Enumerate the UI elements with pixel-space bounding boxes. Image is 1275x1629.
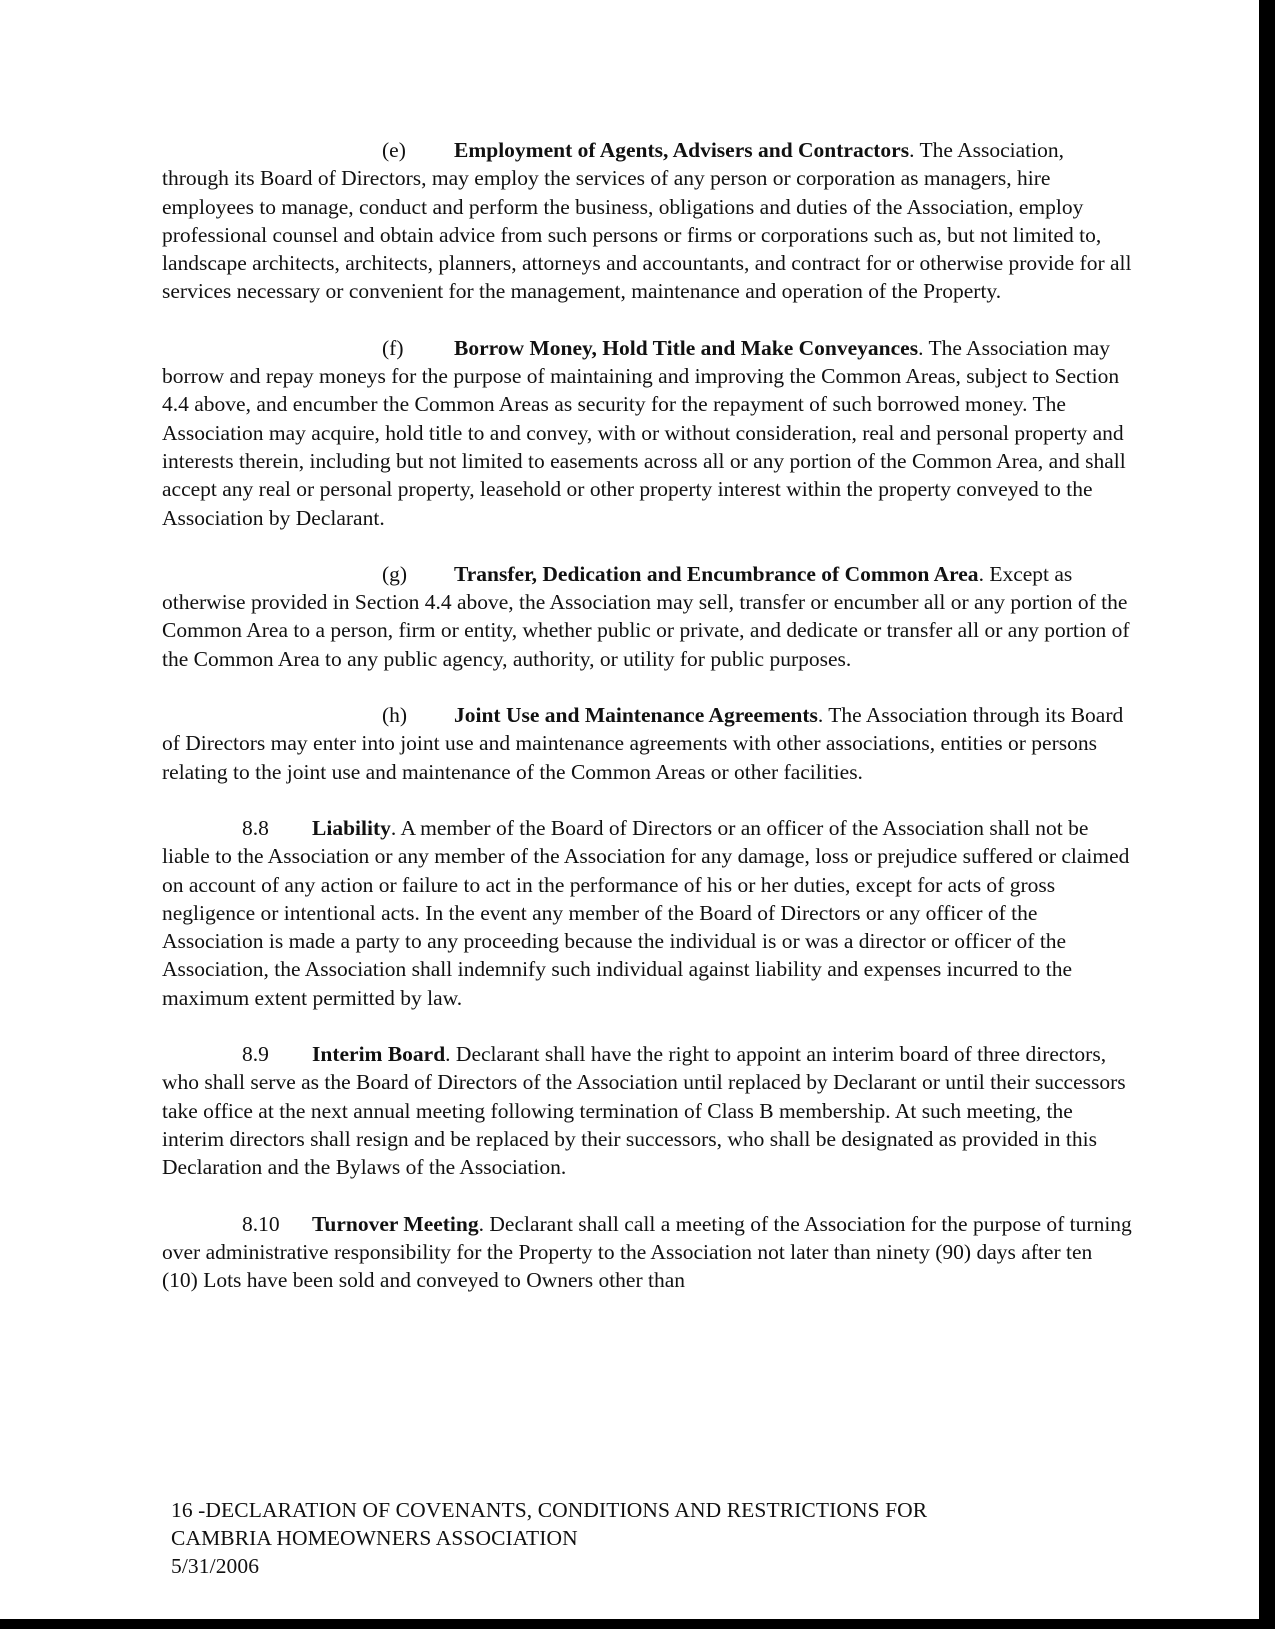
scan-edge-bottom — [0, 1619, 1275, 1629]
paragraph-number: (h) — [382, 703, 408, 728]
paragraph-text: The Association may borrow and repay moneys for the purpose of maintaining and improving the Common Areas, subject to Section 4.4 above, and encumber the Common Areas as security for the repayment of such borrowed money. The Association may acquire, hold title to and convey, with or without consideration, real and personal property and interests therein, including but not limited to easements across all or any portion of the Common Area, and shall accept any real or personal property, leasehold or other property interest within the property conveyed to the Association by Declarant. — [162, 335, 1126, 530]
paragraph-heading: Joint Use and Maintenance Agreements — [454, 703, 818, 728]
section-text: Declarant shall have the right to appoint an interim board of three directors, who shall serve as the Board of Directors of the Association until replaced by Declarant or until their successors take office at the next annual meeting following termination of Class B membership. At such meeting, the interim directors shall resign and be replaced by their successors, who shall be designated as provided in this Declaration and the Bylaws of the Association. — [162, 1042, 1126, 1180]
paragraph-text: The Association, through its Board of Directors, may employ the services of any person or corporation as managers, hire employees to manage, conduct and perform the business, obligations and duties of the Association, employ professional counsel and obtain advice from such persons or firms or corporations such as, but not limited to, landscape architects, architects, planners, attorneys and accountants, and contract for or otherwise provide for all services necessary or convenient for the management, maintenance and operation of the Property. — [162, 138, 1132, 304]
section-heading: Liability — [312, 815, 391, 840]
section-8-10: 8.10 Turnover Meeting. Declarant shall call a meeting of the Association for the purpose of turning over administrative responsibility for the Property to the Association not later than ninety (90) days after ten (10) Lots have been sold and conveyed to Owners other than — [162, 1211, 1132, 1293]
paragraph-g: (g) Transfer, Dedication and Encumbrance of Common Area. Except as otherwise provided in Section 4.4 above, the Association may sell, transfer or encumber all or any portion of the Common Area to a person, firm or entity, whether public or private, and dedicate or transfer all or any portion of the Common Area to any public agency, authority, or utility for public purposes. — [162, 561, 1130, 671]
scan-edge-right — [1259, 0, 1275, 1629]
section-text: Declarant shall call a meeting of the Association for the purpose of turning over administrative responsibility for the Property to the Association not later than ninety (90) days after ten (10) Lots have been sold and conveyed to Owners other than — [162, 1211, 1132, 1293]
section-number: 8.8 — [242, 815, 269, 840]
paragraph-number: (e) — [382, 138, 406, 162]
footer-title-line-2: CAMBRIA HOMEOWNERS ASSOCIATION — [171, 1526, 578, 1550]
paragraph-number: (f) — [382, 335, 404, 360]
section-8-9: 8.9 Interim Board. Declarant shall have the right to appoint an interim board of three directors, who shall serve as the Board of Directors of the Association until replaced by Declarant or until their successors take office at the next annual meeting following termination of Class B membership. At such meeting, the interim directors shall resign and be replaced by their successors, who shall be designated as provided in this Declaration and the Bylaws of the Association. — [162, 1042, 1126, 1180]
footer-title-line-1: 16 -DECLARATION OF COVENANTS, CONDITIONS AND RESTRICTIONS FOR — [171, 1498, 928, 1522]
paragraph-e: (e) Employment of Agents, Advisers and Contractors. The Association, through its Board of Directors, may employ the services of any person or corporation as managers, hire employees to manage, conduct and perform the business, obligations and duties of the Association, employ professional counsel and obtain advice from such persons or firms or corporations such as, but not limited to, landscape architects, architects, planners, attorneys and accountants, and contract for or otherwise provide for all services necessary or convenient for the management, maintenance and operation of the Property. — [162, 138, 1132, 304]
section-number: 8.9 — [242, 1042, 269, 1067]
paragraph-text: The Association through its Board of Directors may enter into joint use and maintenance agreements with other associations, entities or persons relating to the joint use and maintenance of the Common Areas or other facilities. — [162, 703, 1124, 784]
paragraph-f: (f) Borrow Money, Hold Title and Make Conveyances. The Association may borrow and repay moneys for the purpose of maintaining and improving the Common Areas, subject to Section 4.4 above, and encumber the Common Areas as security for the repayment of such borrowed money. The Association may acquire, hold title to and convey, with or without consideration, real and personal property and interests therein, including but not limited to easements across all or any portion of the Common Area, and shall accept any real or personal property, leasehold or other property interest within the property conveyed to the Association by Declarant. — [162, 335, 1126, 530]
footer-date: 5/31/2006 — [171, 1554, 260, 1578]
paragraph-heading: Employment of Agents, Advisers and Contractors — [454, 138, 910, 162]
paragraph-heading: Transfer, Dedication and Encumbrance of Common Area — [454, 561, 979, 586]
section-number: 8.10 — [242, 1211, 280, 1236]
page-footer — [171, 1496, 1121, 1580]
section-heading: Turnover Meeting — [312, 1211, 479, 1236]
paragraph-h: (h) Joint Use and Maintenance Agreements. The Association through its Board of Directors may enter into joint use and maintenance agreements with other associations, entities or persons relating to the joint use and maintenance of the Common Areas or other facilities. — [162, 703, 1124, 784]
section-text: A member of the Board of Directors or an officer of the Association shall not be liable to the Association or any member of the Association for any damage, loss or prejudice suffered or claimed on account of any action or failure to act in the performance of his or her duties, except for acts of gross negligence or intentional acts. In the event any member of the Board of Directors or any officer of the Association is made a party to any proceeding because the individual is or was a director or officer of the Association, the Association shall indemnify such individual against liability and expenses incurred to the maximum extent permitted by law. — [162, 815, 1130, 1010]
section-heading: Interim Board — [312, 1042, 446, 1067]
paragraph-text: Except as otherwise provided in Section 4.4 above, the Association may sell, transfer or encumber all or any portion of the Common Area to a person, firm or entity, whether public or private, and dedicate or transfer all or any portion of the Common Area to any public agency, authority, or utility for public purposes. — [162, 561, 1130, 671]
section-8-8: 8.8 Liability. A member of the Board of Directors or an officer of the Association shall not be liable to the Association or any member of the Association for any damage, loss or prejudice suffered or claimed on account of any action or failure to act in the performance of his or her duties, except for acts of gross negligence or intentional acts. In the event any member of the Board of Directors or any officer of the Association is made a party to any proceeding because the individual is or was a director or officer of the Association, the Association shall indemnify such individual against liability and expenses incurred to the maximum extent permitted by law. — [162, 815, 1130, 1010]
paragraph-heading: Borrow Money, Hold Title and Make Conveyances — [454, 335, 919, 360]
paragraph-number: (g) — [382, 561, 408, 586]
document-body — [162, 136, 1132, 1322]
